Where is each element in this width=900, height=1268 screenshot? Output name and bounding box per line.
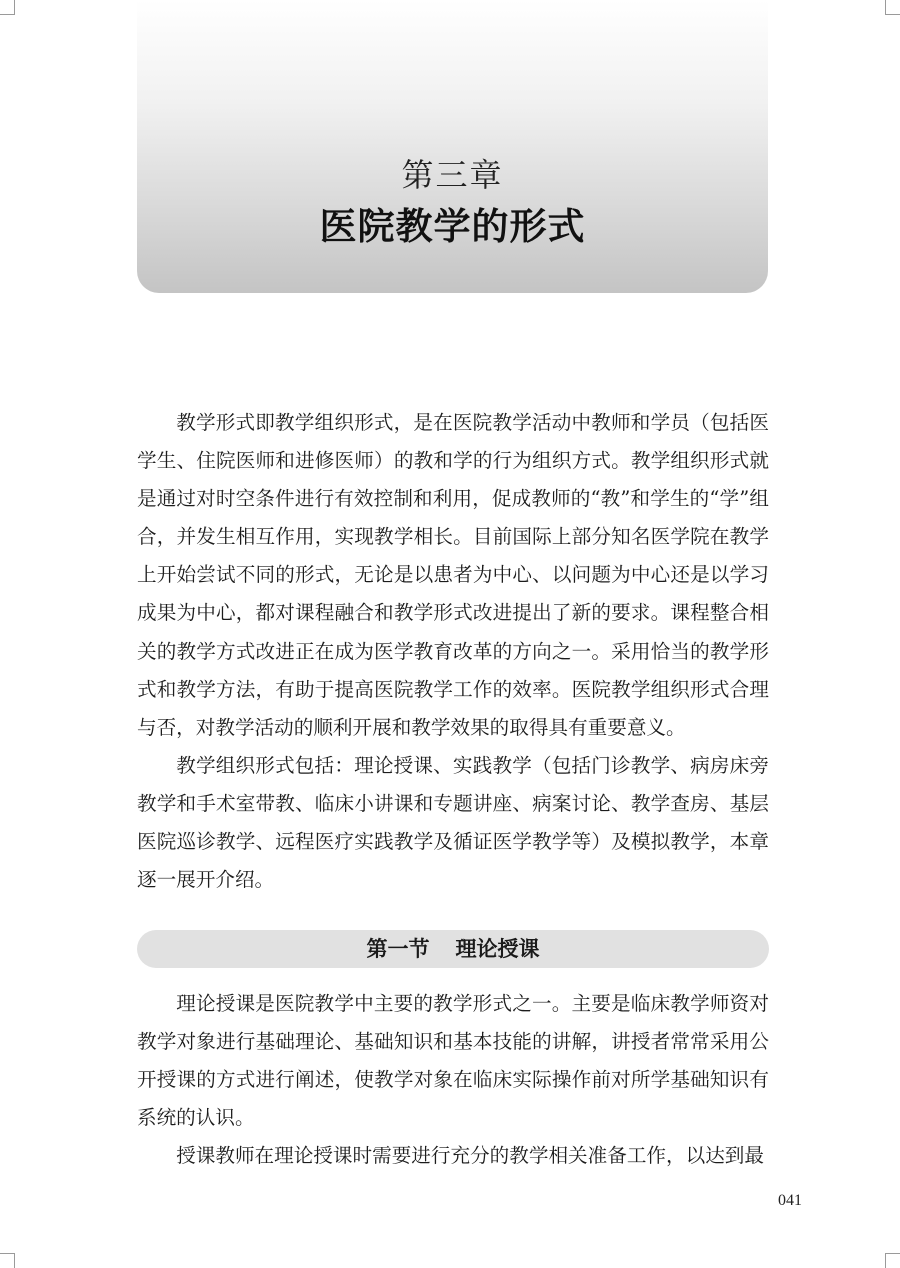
chapter-number: 第三章 bbox=[401, 156, 504, 194]
crop-mark-top-right bbox=[885, 0, 900, 15]
chapter-title: 医院教学的形式 bbox=[319, 205, 586, 248]
crop-mark-bottom-right bbox=[885, 1253, 900, 1268]
page-number: 041 bbox=[778, 1192, 802, 1209]
section-number: 第一节 bbox=[366, 937, 430, 961]
intro-paragraph: 教学形式即教学组织形式，是在医院教学活动中教师和学员（包括医学生、住院医师和进修医师）的教和学的行为组织方式。教学组织形式就是通过对时空条件进行有效控制和利用，促成教师的“教”和学生的“学”组合，并发生相互作用，实现教学相长。目前国际上部分知名医学院在教学上开始尝试不同的形式，无论是以患者为中心、以问题为中心还是以学习成果为中心，都对课程融合和教学形式改进提出了新的要求。课程整合相关的教学方式改进正在成为医学教育改革的方向之一。采用恰当的教学形式和教学方法，有助于提高医院教学工作的效率。医院教学组织形式合理与否，对教学活动的顺利开展和教学效果的取得具有重要意义。 bbox=[137, 411, 769, 739]
section-heading bbox=[137, 930, 769, 968]
section-title: 理论授课 bbox=[455, 937, 540, 961]
intro-text bbox=[137, 404, 769, 899]
crop-mark-top-left bbox=[0, 0, 15, 15]
chapter-header bbox=[137, 0, 768, 293]
crop-mark-bottom-left bbox=[0, 1253, 15, 1268]
section-paragraph: 理论授课是医院教学中主要的教学形式之一。主要是临床教学师资对教学对象进行基础理论、基础知识和基本技能的讲解，讲授者常常采用公开授课的方式进行阐述，使教学对象在临床实际操作前对所学基础知识有系统的认识。 bbox=[137, 992, 769, 1130]
section-body-text bbox=[137, 985, 769, 1175]
section-paragraph: 授课教师在理论授课时需要进行充分的教学相关准备工作，以达到最 bbox=[176, 1144, 764, 1168]
intro-paragraph: 教学组织形式包括：理论授课、实践教学（包括门诊教学、病房床旁教学和手术室带教、临床小讲课和专题讲座、病案讨论、教学查房、基层医院巡诊教学、远程医疗实践教学及循证医学教学等）及模拟教学，本章逐一展开介绍。 bbox=[137, 753, 769, 892]
